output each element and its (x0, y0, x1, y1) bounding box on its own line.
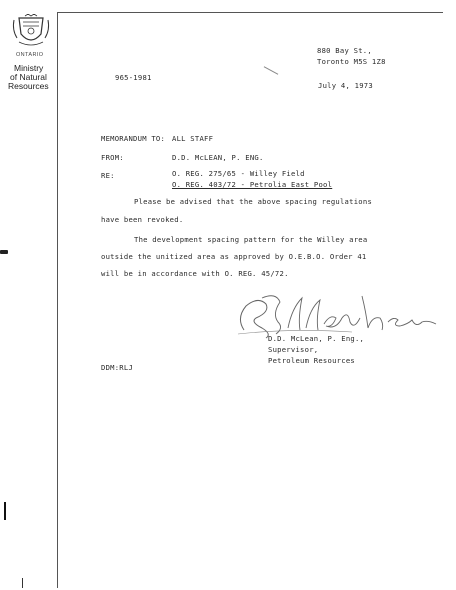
memo-to-value: ALL STAFF (172, 134, 214, 143)
memo-date: July 4, 1973 (318, 81, 373, 90)
signatory-title: Supervisor, (268, 345, 319, 354)
address-city: Toronto M5S 1Z8 (317, 57, 386, 66)
body-para-1-line-1: Please be advised that the above spacing regulations (134, 197, 373, 206)
body-para-1-line-2: have been revoked. (101, 215, 184, 224)
margin-scan-mark (4, 502, 6, 520)
body-para-2-line-2: outside the unitized area as approved by O.E.B.O. Order 41 (101, 252, 367, 261)
ministry-name-line-2: of Natural (10, 72, 47, 82)
margin-scan-mark (0, 250, 8, 254)
memo-to-label: MEMORANDUM TO: (101, 134, 166, 143)
memo-from-value: D.D. McLEAN, P. ENG. (172, 153, 264, 162)
address-street: 880 Bay St., (317, 46, 372, 55)
letterhead-left-rule (57, 12, 58, 588)
memo-re-line-1: O. REG. 275/65 - Willey Field (172, 169, 305, 178)
letterhead-top-rule (57, 12, 443, 13)
ontario-crest-logo (11, 14, 51, 50)
body-para-2-line-3: will be in accordance with O. REG. 45/72. (101, 269, 289, 278)
handwritten-signature (232, 288, 442, 340)
memo-re-line-2: O. REG. 403/72 - Petrolia East Pool (172, 180, 333, 189)
margin-scan-mark (22, 578, 23, 588)
body-para-2-line-1: The development spacing pattern for the Willey area (134, 235, 368, 244)
province-label: ONTARIO (16, 52, 44, 58)
memo-re-label: RE: (101, 171, 115, 180)
ministry-name-line-3: Resources (8, 81, 49, 91)
file-number: 965-1981 (115, 73, 152, 82)
memo-from-label: FROM: (101, 153, 124, 162)
signatory-department: Petroleum Resources (268, 356, 355, 365)
ministry-name-line-1: Ministry (14, 63, 44, 73)
pencil-stroke-mark (264, 66, 279, 74)
typist-initials: DDM:RLJ (101, 363, 134, 372)
signatory-name: D.D. McLean, P. Eng., (268, 334, 365, 343)
